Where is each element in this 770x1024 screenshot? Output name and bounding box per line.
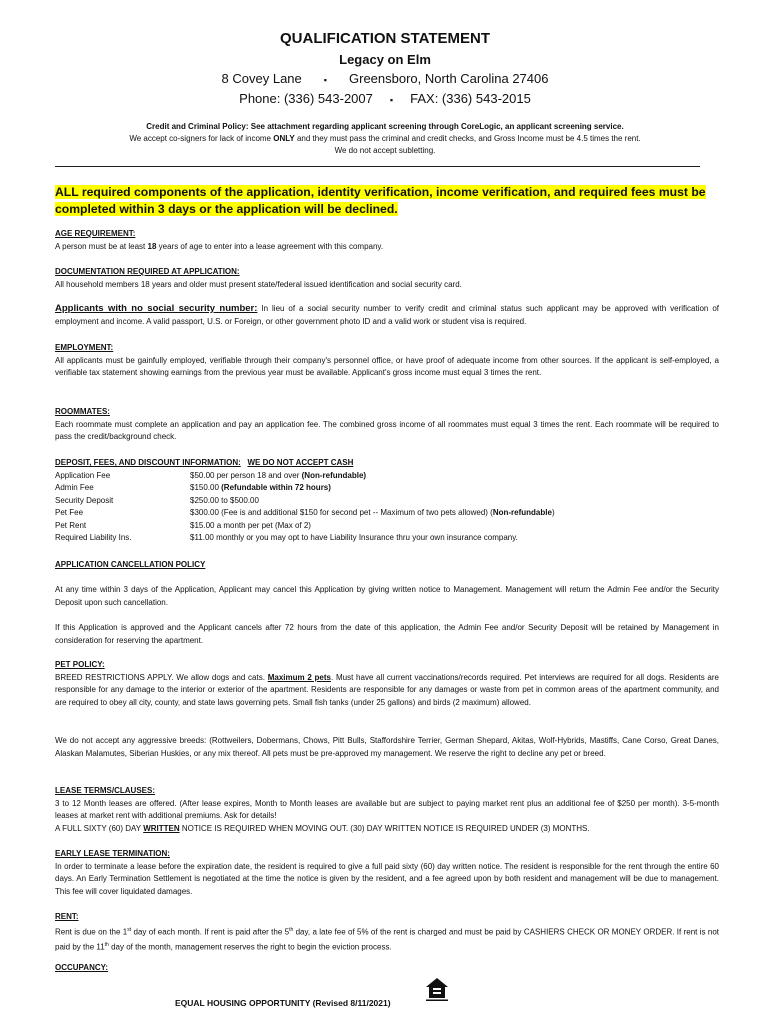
pet-text-tail: . Must have all current vaccinations/records required. Pet interviews are required for all dogs. Residents are responsible for any damage to the interior or exterior of the apartment. Residents are responsible for any damages or waste from pet in common areas of the apartment community, and are required to obey all city, county, and state laws governing pets. Small fish tanks (under 25 gallons) and birds (2 maximum) allowed.	[55, 672, 719, 707]
address-street: 8 Covey Lane	[221, 71, 302, 86]
fees-section	[55, 457, 719, 545]
occupancy-section	[55, 962, 719, 975]
cancellation-paragraph-2: If this Application is approved and the Applicant cancels after 72 hours from the date of this application, the Admin Fee and/or Security Deposit will be retained by Management in consideration for reserving the apartment.	[55, 623, 719, 645]
fee-row	[55, 507, 719, 520]
credit-policy: Credit and Criminal Policy: See attachment regarding applicant screening through CoreLogic, an applicant screening service.	[146, 122, 624, 131]
pet-maximum: Maximum 2 pets	[267, 672, 331, 682]
fee-row	[55, 495, 719, 508]
rent-heading: RENT:	[55, 912, 79, 921]
rent-text: day of each month. If rent is paid after the 5	[131, 927, 290, 937]
rent-sup: th	[104, 941, 109, 948]
rent-text: day, a late fee of 5% of the rent is charged and must be paid by CASHIERS CHECK OR MONEY ORDER. If rent is not paid by the 11	[55, 927, 719, 952]
cancellation-paragraph-1: At any time within 3 days of the Application, Applicant may cancel this Application by giving written notice to Management. Management will return the Admin Fee and/or the Security Deposit upon such cancellation.	[55, 585, 719, 607]
age-section	[55, 228, 719, 253]
notice-text-tail: NOTICE IS REQUIRED WHEN MOVING OUT. (30) DAY WRITTEN NOTICE IS REQUIRED UNDER (3) MONTHS.	[179, 823, 590, 833]
bullet-separator: ▪	[323, 75, 327, 85]
fee-label: Application Fee	[55, 470, 111, 480]
fee-row	[55, 470, 719, 483]
cancellation-section	[55, 559, 719, 572]
occupancy-heading: OCCUPANCY:	[55, 963, 109, 972]
pet-text: BREED RESTRICTIONS APPLY. We allow dogs and cats.	[55, 672, 268, 682]
property-name: Legacy on Elm	[339, 52, 431, 67]
early-termination-text: In order to terminate a lease before the expiration date, the resident is required to give a full paid sixty (60) day written notice. The resident is responsible for the rent through the entire 60 days. An Early Termination Settlement is negotiated at the time the notice is given by the resident, and a fee agreed upon by both resident and management will be due to management. This fee will cover liquidated damages.	[55, 861, 719, 896]
fee-label: Admin Fee	[55, 483, 94, 492]
fees-heading: DEPOSIT, FEES, AND DISCOUNT INFORMATION:	[55, 458, 241, 467]
alert-notice	[55, 184, 715, 218]
age-text-tail: years of age to enter into a lease agreement with this company.	[156, 241, 384, 251]
roommates-text: Each roommate must complete an application and pay an application fee. The combined gross income of all roommates must equal 3 times the rent. Each roommate will be required to pass the credit/background check.	[55, 419, 719, 441]
documentation-text: All household members 18 years and older must present state/federal issued identification and social security card.	[55, 279, 462, 289]
fees-no-cash: WE DO NOT ACCEPT CASH	[247, 458, 354, 467]
notice-written: WRITTEN	[143, 823, 180, 833]
employment-heading: EMPLOYMENT:	[55, 343, 114, 352]
cosigner-only: ONLY	[273, 134, 295, 143]
phone-number: Phone: (336) 543-2007	[239, 91, 373, 106]
fee-row	[55, 482, 719, 495]
fee-label: Pet Rent	[55, 520, 87, 530]
fee-table	[55, 470, 719, 545]
fee-label: Pet Fee	[55, 508, 84, 517]
lease-heading: LEASE TERMS/CLAUSES:	[55, 786, 156, 795]
employment-text: All applicants must be gainfully employed, verifiable through their company's personnel office, or have proof of adequate income from other sources. If the applicant is self-employed, a verifiable tax statement showing earnings from the previous year must be available. Applicant's gross income must equal 3 times the rent.	[55, 355, 719, 377]
fee-value: $250.00 to $500.00	[190, 495, 259, 505]
cosigner-policy	[40, 133, 730, 145]
fee-label: Security Deposit	[55, 495, 114, 505]
age-number: 18	[147, 241, 157, 251]
rent-section	[55, 911, 719, 954]
documentation-section	[55, 266, 719, 291]
fee-row	[55, 520, 719, 533]
employment-section	[55, 342, 719, 380]
fee-value: $11.00 monthly or you may opt to have Liability Insurance thru your own insurance company.	[190, 533, 518, 542]
fees-heading-row	[55, 457, 719, 470]
rent-text: Rent is due on the 1	[55, 927, 128, 937]
rent-sup: st	[127, 926, 132, 933]
age-heading: AGE REQUIREMENT:	[55, 229, 136, 238]
pet-heading: PET POLICY:	[55, 660, 105, 669]
fee-value: $300.00 (Fee is and additional $150 for second pet -- Maximum of two pets allowed) (Non-refundable)	[190, 508, 555, 517]
lease-text: 3 to 12 Month leases are offered. (After lease expires, Month to Month leases are available but are subject to paying market rent plus an additional fee of $250 per month). 3-5-month leases at market rent with additional premiums. Ask for details!	[55, 798, 719, 820]
cosigner-text: We accept co-signers for lack of income	[129, 134, 274, 143]
document-title: QUALIFICATION STATEMENT	[280, 30, 490, 47]
equal-housing-icon	[424, 976, 450, 1002]
notice-text: A FULL SIXTY (60) DAY	[55, 823, 144, 833]
fee-label: Required Liability Ins.	[55, 533, 132, 542]
divider	[55, 166, 700, 167]
roommates-heading: ROOMMATES:	[55, 407, 110, 416]
fee-row	[55, 532, 719, 545]
lease-section	[55, 785, 719, 835]
fee-value: $15.00 a month per pet (Max of 2)	[190, 520, 311, 530]
address-city: Greensboro, North Carolina 27406	[349, 71, 549, 86]
cancellation-heading: APPLICATION CANCELLATION POLICY	[55, 560, 206, 569]
pet-section	[55, 659, 719, 709]
no-ssn-heading: Applicants with no social security number:	[55, 303, 258, 314]
roommates-section	[55, 406, 719, 444]
age-text: A person must be at least	[55, 241, 148, 251]
no-ssn-text: In lieu of a social security number to verify credit and criminal status such applicant may be approved with verification of employment and income. A valid passport, U.S. or Foreign, or other government photo ID and a valid work or student visa is required.	[55, 304, 719, 326]
sublet-policy: We do not accept subletting.	[334, 146, 436, 155]
property-address	[0, 71, 770, 86]
contact-line	[0, 91, 770, 106]
fee-value: $150.00 (Refundable within 72 hours)	[190, 483, 331, 492]
no-ssn-section	[55, 303, 719, 328]
fee-value: $50.00 per person 18 and over (Non-refundable)	[190, 470, 367, 480]
rent-text: day of the month, management reserves the right to begin the eviction process.	[108, 942, 392, 952]
alert-text: ALL required components of the application, identity verification, income verification, and required fees must be completed within 3 days or the application will be declined.	[55, 185, 706, 216]
bullet-separator: ▪	[389, 95, 394, 105]
footer-text: EQUAL HOUSING OPPORTUNITY (Revised 8/11/2021)	[175, 998, 391, 1008]
cosigner-text-tail: and they must pass the criminal and credit checks, and Gross Income must be 4.5 times the rent.	[294, 134, 641, 143]
documentation-heading: DOCUMENTATION REQUIRED AT APPLICATION:	[55, 267, 240, 276]
early-termination-section	[55, 848, 719, 898]
fax-number: FAX: (336) 543-2015	[410, 91, 531, 106]
early-termination-heading: EARLY LEASE TERMINATION:	[55, 849, 170, 858]
rent-sup: th	[289, 926, 294, 933]
aggressive-breeds: We do not accept any aggressive breeds: (Rottweilers, Dobermans, Chows, Pitt Bulls, Staffordshire Terrier, German Shepard, Akitas, Wolf-Hybrids, Mastiffs, Cane Corso, Great Danes, Alaskan Malamutes, Siberian Huskies, or any mix thereof. All pets must be pre-approved my management. We reserve the right to decline any pet or breed.	[55, 736, 719, 758]
